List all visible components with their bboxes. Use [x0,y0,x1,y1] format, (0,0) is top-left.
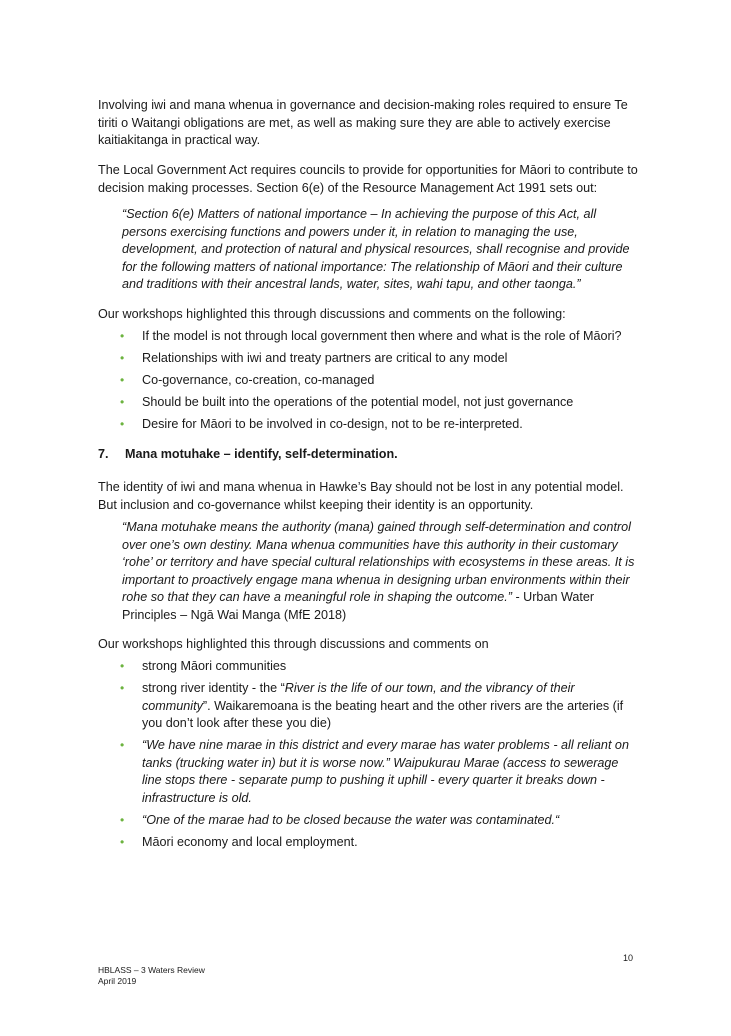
list-item: • Māori economy and local employment. [98,834,638,852]
quote-mana-motuhake: “Mana motuhake means the authority (mana) gained through self-determination and control over one’s own destiny. Mana whenua communities have this authority in their customary ‘rohe’ or territory and have special cultural relationships with ecosystems in these areas. It is important to proactively engage mana whenua in designing urban environments within their rohe so that they can have a meaningful role in shaping the outcome.” - Urban Water Principles – Ngā Wai Manga (MfE 2018) [122,520,635,622]
footer-title: HBLASS – 3 Waters Review [98,965,205,975]
list-item: • strong Māori communities [98,658,638,676]
bullet-icon: • [120,395,125,409]
list-item: • If the model is not through local government then where and what is the role of Māori? [98,328,638,346]
paragraph-identity: The identity of iwi and mana whenua in Hawke’s Bay should not be lost in any potential model. But inclusion and co-governance whilst keeping their identity is an opportunity. [98,480,624,512]
section-heading-7 [98,446,638,464]
bullet-icon: • [120,681,125,695]
list-item: • Should be built into the operations of the potential model, not just governance [98,394,638,412]
bullet-icon: • [120,812,125,827]
bullet-list-1 [98,328,638,434]
list-item: • Relationships with iwi and treaty partners are critical to any model [98,350,638,368]
list-item: • Co-governance, co-creation, co-managed [98,372,638,390]
footer-date: April 2019 [98,976,137,986]
bullet-icon: • [120,329,125,343]
bullet-icon: • [120,373,125,387]
footer [98,965,205,987]
bullet-list-2 [98,658,638,851]
list-item: • “We have nine marae in this district and every marae has water problems - all reliant on tanks (trucking water in) but it is worse now.” Waipukurau Marae (access to sewerage line stops there - separate pump to pushing it uphill - every quarter it breaks down - infrastructure is old. [120,738,629,805]
bullet-icon: • [120,351,125,365]
workshop-intro-2: Our workshops highlighted this through discussions and comments on [98,637,489,651]
quote-source: - Urban Water Principles – Ngā Wai Manga (MfE 2018) [122,590,595,622]
bullet-icon: • [120,834,125,849]
bullet-icon: • [120,417,125,431]
list-item: • Desire for Māori to be involved in co-design, not to be re-interpreted. [98,416,638,434]
section-number: 7. [98,447,109,461]
quote-section-6e: “Section 6(e) Matters of national importance – In achieving the purpose of this Act, all persons exercising functions and powers under it, in relation to managing the use, development, and protection of natural and physical resources, shall recognise and provide for the following matters of national importance: The relationship of Māori and their culture and traditions with their ancestral lands, water, sites, wahi tapu, and other taonga.” [122,207,630,291]
paragraph-iwi-governance: Involving iwi and mana whenua in governance and decision-making roles required to ensure Te tiriti o Waitangi obligations are met, as well as making sure they are able to actively exercise kaitiakitanga in practical way. [98,98,628,147]
paragraph-local-government-act: The Local Government Act requires councils to provide for opportunities for Māori to contribute to decision making processes. Section 6(e) of the Resource Management Act 1991 sets out: [98,163,638,195]
section-title: Mana motuhake – identify, self-determination. [125,447,398,461]
list-item: • strong river identity - the “River is the life of our town, and the vibrancy of their community”. Waikaremoana is the beating heart and the other rivers are the arteries (if you don’t look after these you die) [120,681,624,730]
list-item: • “One of the marae had to be closed because the water was contaminated.“ [98,812,638,830]
page-number: 10 [623,953,634,963]
bullet-icon: • [120,659,125,673]
workshop-intro-1: Our workshops highlighted this through discussions and comments on the following: [98,307,566,321]
bullet-icon: • [120,738,125,752]
